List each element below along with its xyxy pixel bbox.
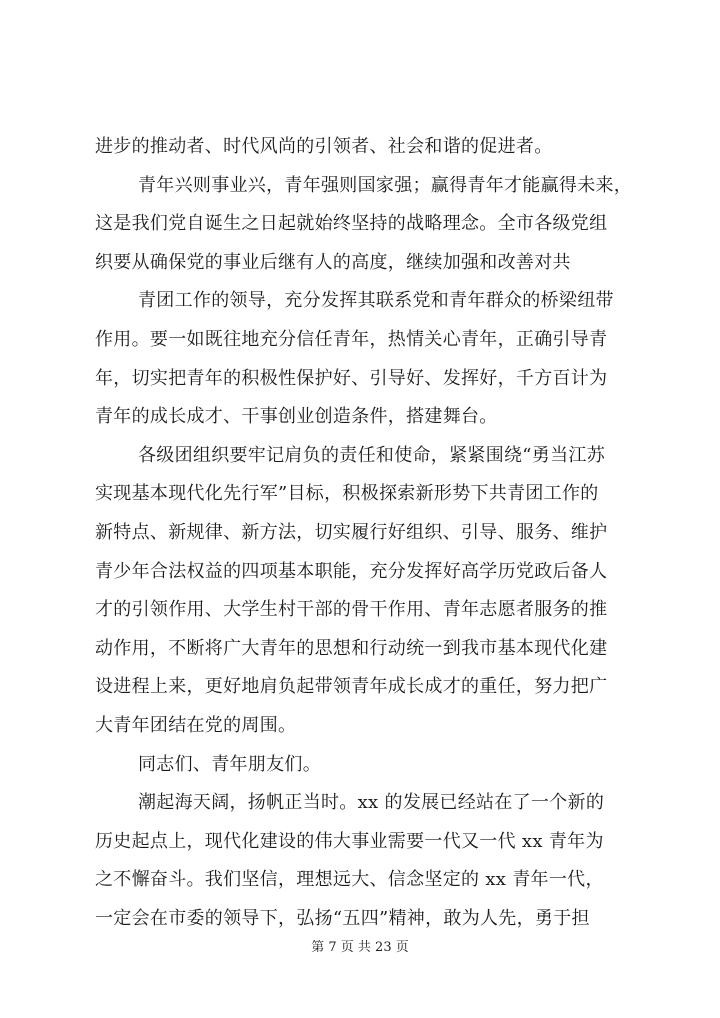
text-line: 大青年团结在党的周围。	[95, 714, 297, 736]
text-line: 各级团组织要牢记肩负的责任和使命，紧紧围绕“勇当江苏	[138, 444, 605, 466]
text-line: 进步的推动者、时代风尚的引领者、社会和谐的促进者。	[95, 136, 553, 157]
text-line: 之不懈奋斗。我们坚信，理想远大、信念坚定的 xx 青年一代，	[95, 869, 604, 891]
text-line: 历史起点上，现代化建设的伟大事业需要一代又一代 xx 青年为	[95, 830, 604, 852]
text-line: 青团工作的领导，充分发挥其联系党和青年群众的桥梁纽带	[138, 290, 614, 312]
text-line: 这是我们党自诞生之日起就始终坚持的战略理念。全市各级党组	[95, 213, 608, 235]
text-line: 青少年合法权益的四项基本职能，充分发挥好高学历党政后备人	[95, 560, 608, 582]
body-text	[95, 128, 635, 938]
text-line: 作用。要一如既往地充分信任青年，热情关心青年，正确引导青	[95, 328, 608, 350]
text-line: 青年的成长成才、干事创业创造条件，搭建舞台。	[95, 406, 498, 428]
text-line: 年，切实把青年的积极性保护好、引导好、发挥好，千方百计为	[95, 367, 608, 389]
text-line: 青年兴则事业兴，青年强则国家强；赢得青年才能赢得未来，	[138, 174, 633, 196]
text-line: 一定会在市委的领导下，弘扬“五四”精神，敢为人先，勇于担	[95, 907, 590, 929]
text-line: 新特点、新规律、新方法，切实履行好组织、引导、服务、维护	[95, 521, 608, 543]
text-line: 同志们、青年朋友们。	[138, 753, 321, 775]
text-line: 织要从确保党的事业后继有人的高度，继续加强和改善对共	[95, 251, 571, 273]
text-line: 设进程上来，更好地肩负起带领青年成长成才的重任，努力把广	[95, 676, 608, 698]
text-line: 实现基本现代化先行军”目标，积极探索新形势下共青团工作的	[95, 483, 599, 505]
text-line: 动作用，不断将广大青年的思想和行动统一到我市基本现代化建	[95, 637, 608, 659]
text-line: 才的引领作用、大学生村干部的骨干作用、青年志愿者服务的推	[95, 599, 608, 621]
text-line: 潮起海天阔，扬帆正当时。xx 的发展已经站在了一个新的	[138, 792, 605, 814]
page-footer: 第 7 页 共 23 页	[311, 940, 409, 955]
